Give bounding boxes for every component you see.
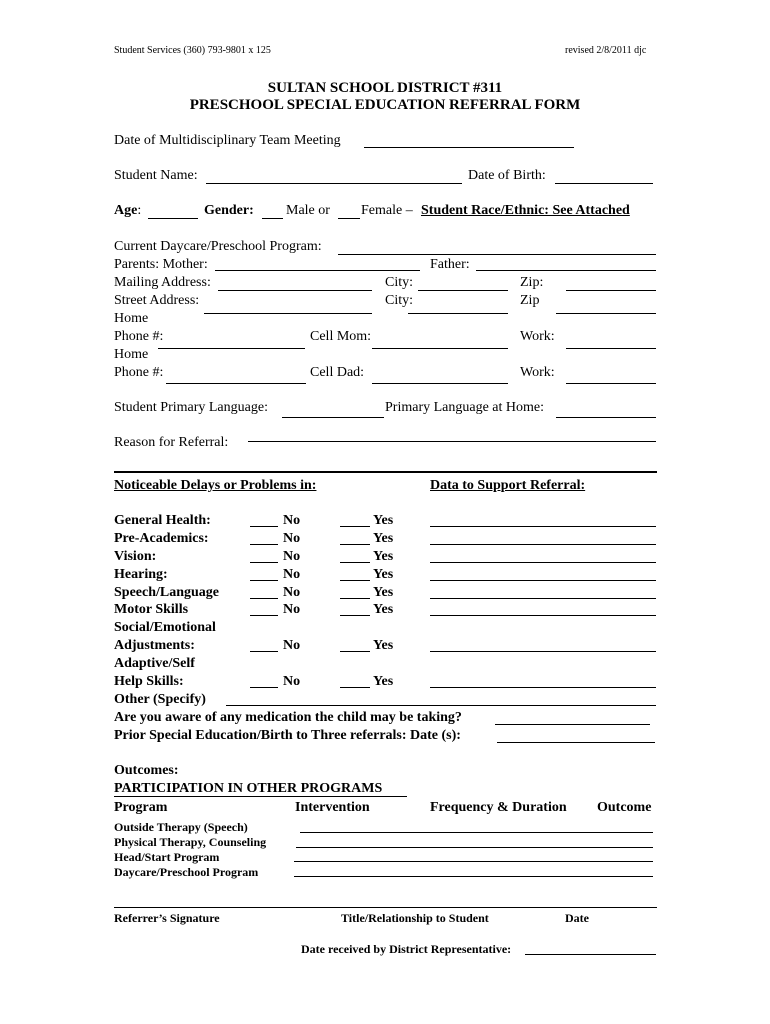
adaptive-label-2: Help Skills: xyxy=(114,674,184,689)
delays-heading: Noticeable Delays or Problems in: xyxy=(114,478,317,493)
zip2-label: Zip xyxy=(520,293,540,308)
medication-label: Are you aware of any medication the child may be taking? xyxy=(114,710,462,725)
yes-label: Yes xyxy=(373,674,394,689)
cell-mom-label: Cell Mom: xyxy=(310,329,372,344)
motor-label: Motor Skills xyxy=(114,602,189,617)
general-health-label: General Health: xyxy=(114,513,211,528)
yes-label: Yes xyxy=(373,567,394,582)
no-blank[interactable] xyxy=(250,598,278,599)
yes-label: Yes xyxy=(373,549,394,564)
outcomes-label: Outcomes: xyxy=(114,763,179,778)
city1-field[interactable] xyxy=(418,290,508,291)
home-language-field[interactable] xyxy=(556,417,656,418)
yes-blank[interactable] xyxy=(340,687,370,688)
no-label: No xyxy=(283,585,301,600)
yes-blank[interactable] xyxy=(340,615,370,616)
signature-line[interactable] xyxy=(114,907,657,908)
yes-blank[interactable] xyxy=(340,544,370,545)
pre-academics-label: Pre-Academics: xyxy=(114,531,209,546)
male-blank[interactable] xyxy=(262,218,283,219)
program-speech-field[interactable] xyxy=(300,832,653,833)
work1-field[interactable] xyxy=(566,348,656,349)
no-blank[interactable] xyxy=(250,544,278,545)
male-label: Male or xyxy=(286,203,330,218)
header-contact: Student Services (360) 793-9801 x 125 xyxy=(114,45,271,56)
cell-dad-label: Cell Dad: xyxy=(310,365,365,380)
cell-dad-field[interactable] xyxy=(372,383,508,384)
phone2-field[interactable] xyxy=(166,383,306,384)
col-program: Program xyxy=(114,800,168,815)
other-label: Other (Specify) xyxy=(114,692,206,707)
form-title: PRESCHOOL SPECIAL EDUCATION REFERRAL FORM xyxy=(189,97,581,113)
prior-referrals-field[interactable] xyxy=(497,742,655,743)
cell-mom-field[interactable] xyxy=(372,348,508,349)
city2-field[interactable] xyxy=(408,313,508,314)
team-meeting-field[interactable] xyxy=(364,147,574,148)
title-relationship-label: Title/Relationship to Student xyxy=(341,911,489,925)
age-colon: : xyxy=(137,203,142,218)
yes-blank[interactable] xyxy=(340,562,370,563)
data-support-field[interactable] xyxy=(430,687,656,688)
referrer-signature-label: Referrer’s Signature xyxy=(114,911,220,925)
phone1-label: Phone #: xyxy=(114,329,164,344)
zip1-label: Zip: xyxy=(520,275,544,290)
no-label: No xyxy=(283,567,301,582)
adaptive-label-1: Adaptive/Self xyxy=(114,656,195,671)
date-received-field[interactable] xyxy=(525,954,656,955)
district-title: SULTAN SCHOOL DISTRICT #311 xyxy=(267,80,503,96)
phone1-field[interactable] xyxy=(158,348,305,349)
social-label-2: Adjustments: xyxy=(114,638,195,653)
student-name-field[interactable] xyxy=(206,183,462,184)
no-blank[interactable] xyxy=(250,526,278,527)
reason-label: Reason for Referral: xyxy=(114,435,229,450)
student-name-label: Student Name: xyxy=(114,168,198,183)
primary-language-field[interactable] xyxy=(282,417,384,418)
program-daycare-field[interactable] xyxy=(294,876,653,877)
yes-label: Yes xyxy=(373,531,394,546)
mother-label: Parents: Mother: xyxy=(114,257,208,272)
yes-blank[interactable] xyxy=(340,526,370,527)
col-intervention: Intervention xyxy=(295,800,370,815)
zip1-field[interactable] xyxy=(566,290,656,291)
female-blank[interactable] xyxy=(338,218,360,219)
street-label: Street Address: xyxy=(114,293,200,308)
social-label-1: Social/Emotional xyxy=(114,620,216,635)
no-label: No xyxy=(283,638,301,653)
hearing-label: Hearing: xyxy=(114,567,168,582)
prior-referrals-label: Prior Special Education/Birth to Three referrals: Date (s): xyxy=(114,728,461,743)
medication-field[interactable] xyxy=(495,724,650,725)
zip2-field[interactable] xyxy=(556,313,656,314)
age-gender-row xyxy=(114,203,141,219)
speech-label: Speech/Language xyxy=(114,585,220,600)
yes-label: Yes xyxy=(373,638,394,653)
no-label: No xyxy=(283,531,301,546)
yes-label: Yes xyxy=(373,602,394,617)
daycare-label: Current Daycare/Preschool Program: xyxy=(114,239,322,254)
col-frequency: Frequency & Duration xyxy=(430,800,567,815)
work2-label: Work: xyxy=(520,365,555,380)
yes-blank[interactable] xyxy=(340,651,370,652)
street-field[interactable] xyxy=(204,313,372,314)
date-received-label: Date received by District Representative: xyxy=(301,942,512,956)
data-support-field[interactable] xyxy=(430,651,656,652)
father-field[interactable] xyxy=(476,270,656,271)
yes-label: Yes xyxy=(373,513,394,528)
city1-label: City: xyxy=(385,275,414,290)
no-blank[interactable] xyxy=(250,651,278,652)
program-headstart-field[interactable] xyxy=(294,861,653,862)
data-support-field[interactable] xyxy=(430,615,656,616)
daycare-field[interactable] xyxy=(338,254,656,255)
signature-date-label: Date xyxy=(565,911,589,925)
mother-field[interactable] xyxy=(215,270,420,271)
section-divider xyxy=(114,471,657,473)
dob-field[interactable] xyxy=(555,183,653,184)
no-blank[interactable] xyxy=(250,580,278,581)
home1-label: Home xyxy=(114,311,149,326)
yes-blank[interactable] xyxy=(340,598,370,599)
home-language-label: Primary Language at Home: xyxy=(385,400,545,415)
no-blank[interactable] xyxy=(250,687,278,688)
no-blank[interactable] xyxy=(250,615,278,616)
program-speech: Outside Therapy (Speech) xyxy=(114,820,248,834)
female-label: Female – xyxy=(361,203,413,218)
no-label: No xyxy=(283,602,301,617)
col-outcome: Outcome xyxy=(597,800,652,815)
phone2-label: Phone #: xyxy=(114,365,164,380)
gender-label: Gender: xyxy=(204,203,254,218)
dob-label: Date of Birth: xyxy=(468,168,546,183)
work2-field[interactable] xyxy=(566,383,656,384)
data-support-field[interactable] xyxy=(430,544,656,545)
reason-field[interactable] xyxy=(248,441,656,442)
yes-label: Yes xyxy=(373,585,394,600)
data-support-field[interactable] xyxy=(430,526,656,527)
data-support-heading: Data to Support Referral: xyxy=(430,478,586,493)
primary-language-label: Student Primary Language: xyxy=(114,400,268,415)
father-label: Father: xyxy=(430,257,470,272)
program-pt-field[interactable] xyxy=(296,847,653,848)
program-pt: Physical Therapy, Counseling xyxy=(114,835,267,849)
mailing-field[interactable] xyxy=(218,290,372,291)
race-ethnic-link: Student Race/Ethnic: See Attached xyxy=(421,203,630,218)
no-label: No xyxy=(283,549,301,564)
no-label: No xyxy=(283,513,301,528)
city2-label: City: xyxy=(385,293,414,308)
age-label: Age xyxy=(114,203,138,218)
participation-underline xyxy=(114,796,407,797)
work1-label: Work: xyxy=(520,329,555,344)
data-support-field[interactable] xyxy=(430,598,656,599)
mailing-label: Mailing Address: xyxy=(114,275,211,290)
team-meeting-label: Date of Multidisciplinary Team Meeting xyxy=(114,133,341,148)
data-support-field[interactable] xyxy=(430,580,656,581)
data-support-field[interactable] xyxy=(226,705,656,706)
data-support-field[interactable] xyxy=(430,562,656,563)
no-blank[interactable] xyxy=(250,562,278,563)
yes-blank[interactable] xyxy=(340,580,370,581)
no-label: No xyxy=(283,674,301,689)
program-daycare: Daycare/Preschool Program xyxy=(114,865,259,879)
participation-heading: PARTICIPATION IN OTHER PROGRAMS xyxy=(114,781,383,796)
vision-label: Vision: xyxy=(114,549,157,564)
age-field[interactable] xyxy=(148,218,198,219)
home2-label: Home xyxy=(114,347,149,362)
program-headstart: Head/Start Program xyxy=(114,850,220,864)
header-revision: revised 2/8/2011 djc xyxy=(565,45,647,56)
